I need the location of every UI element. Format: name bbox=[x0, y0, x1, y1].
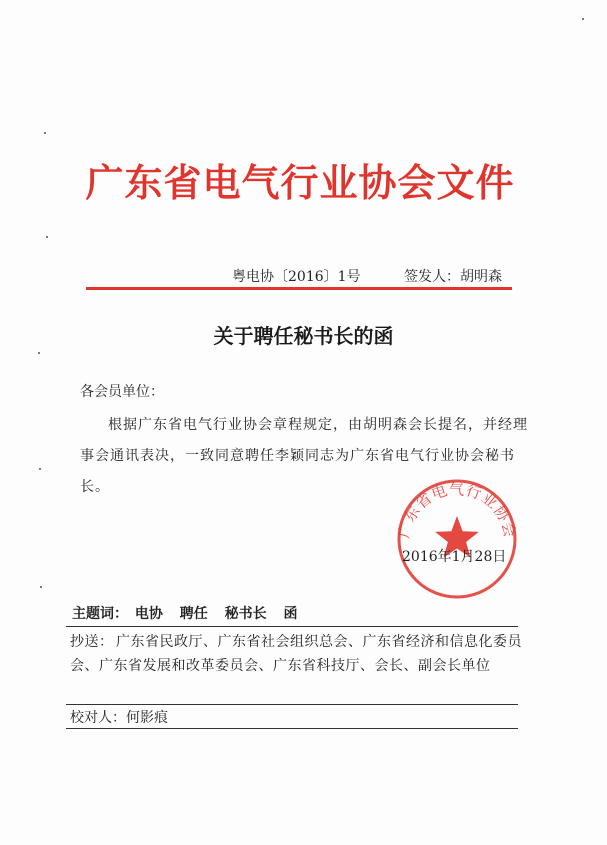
divider-line bbox=[66, 728, 518, 729]
letter-subject: 关于聘任秘书长的函 bbox=[213, 324, 394, 348]
scan-speck bbox=[39, 468, 41, 470]
scan-speck bbox=[44, 132, 46, 134]
proofreader: 校对人：何影痕 bbox=[70, 710, 168, 726]
keywords-label: 主题词： bbox=[72, 606, 128, 622]
document-date: 2016年1月28日 bbox=[402, 549, 507, 565]
scan-speck bbox=[40, 586, 42, 588]
scan-speck bbox=[582, 18, 584, 20]
keyword: 函 bbox=[283, 606, 298, 622]
keywords-line bbox=[72, 603, 310, 623]
cc-section bbox=[70, 630, 530, 678]
document-title: 广东省电气行业协会文件 bbox=[85, 161, 515, 205]
divider-line bbox=[66, 626, 518, 627]
seal-text: 广东省电气行业协会 bbox=[394, 480, 520, 540]
salutation: 各会员单位： bbox=[80, 384, 164, 400]
cc-label: 抄送： bbox=[70, 634, 114, 650]
divider-line bbox=[66, 704, 518, 705]
scan-speck bbox=[46, 236, 48, 238]
scan-speck bbox=[38, 352, 40, 354]
signer: 签发人：胡明森 bbox=[404, 269, 502, 285]
official-seal bbox=[392, 474, 522, 604]
red-divider bbox=[86, 287, 512, 290]
keyword: 秘书长 bbox=[224, 606, 267, 622]
document-number: 粤电协〔2016〕1号 bbox=[232, 269, 361, 285]
letter-body: 根据广东省电气行业协会章程规定，由胡明森会长提名，并经理事会通讯表决，一致同意聘任李颖同志为广东省电气行业协会秘书长。 bbox=[80, 417, 528, 495]
keyword: 聘任 bbox=[179, 606, 208, 622]
cc-recipients: 广东省民政厅、广东省社会组织总会、广东省经济和信息化委员会、广东省发展和改革委员会、广东省科技厅、会长、副会长单位 bbox=[70, 634, 522, 674]
keyword: 电协 bbox=[134, 606, 163, 622]
